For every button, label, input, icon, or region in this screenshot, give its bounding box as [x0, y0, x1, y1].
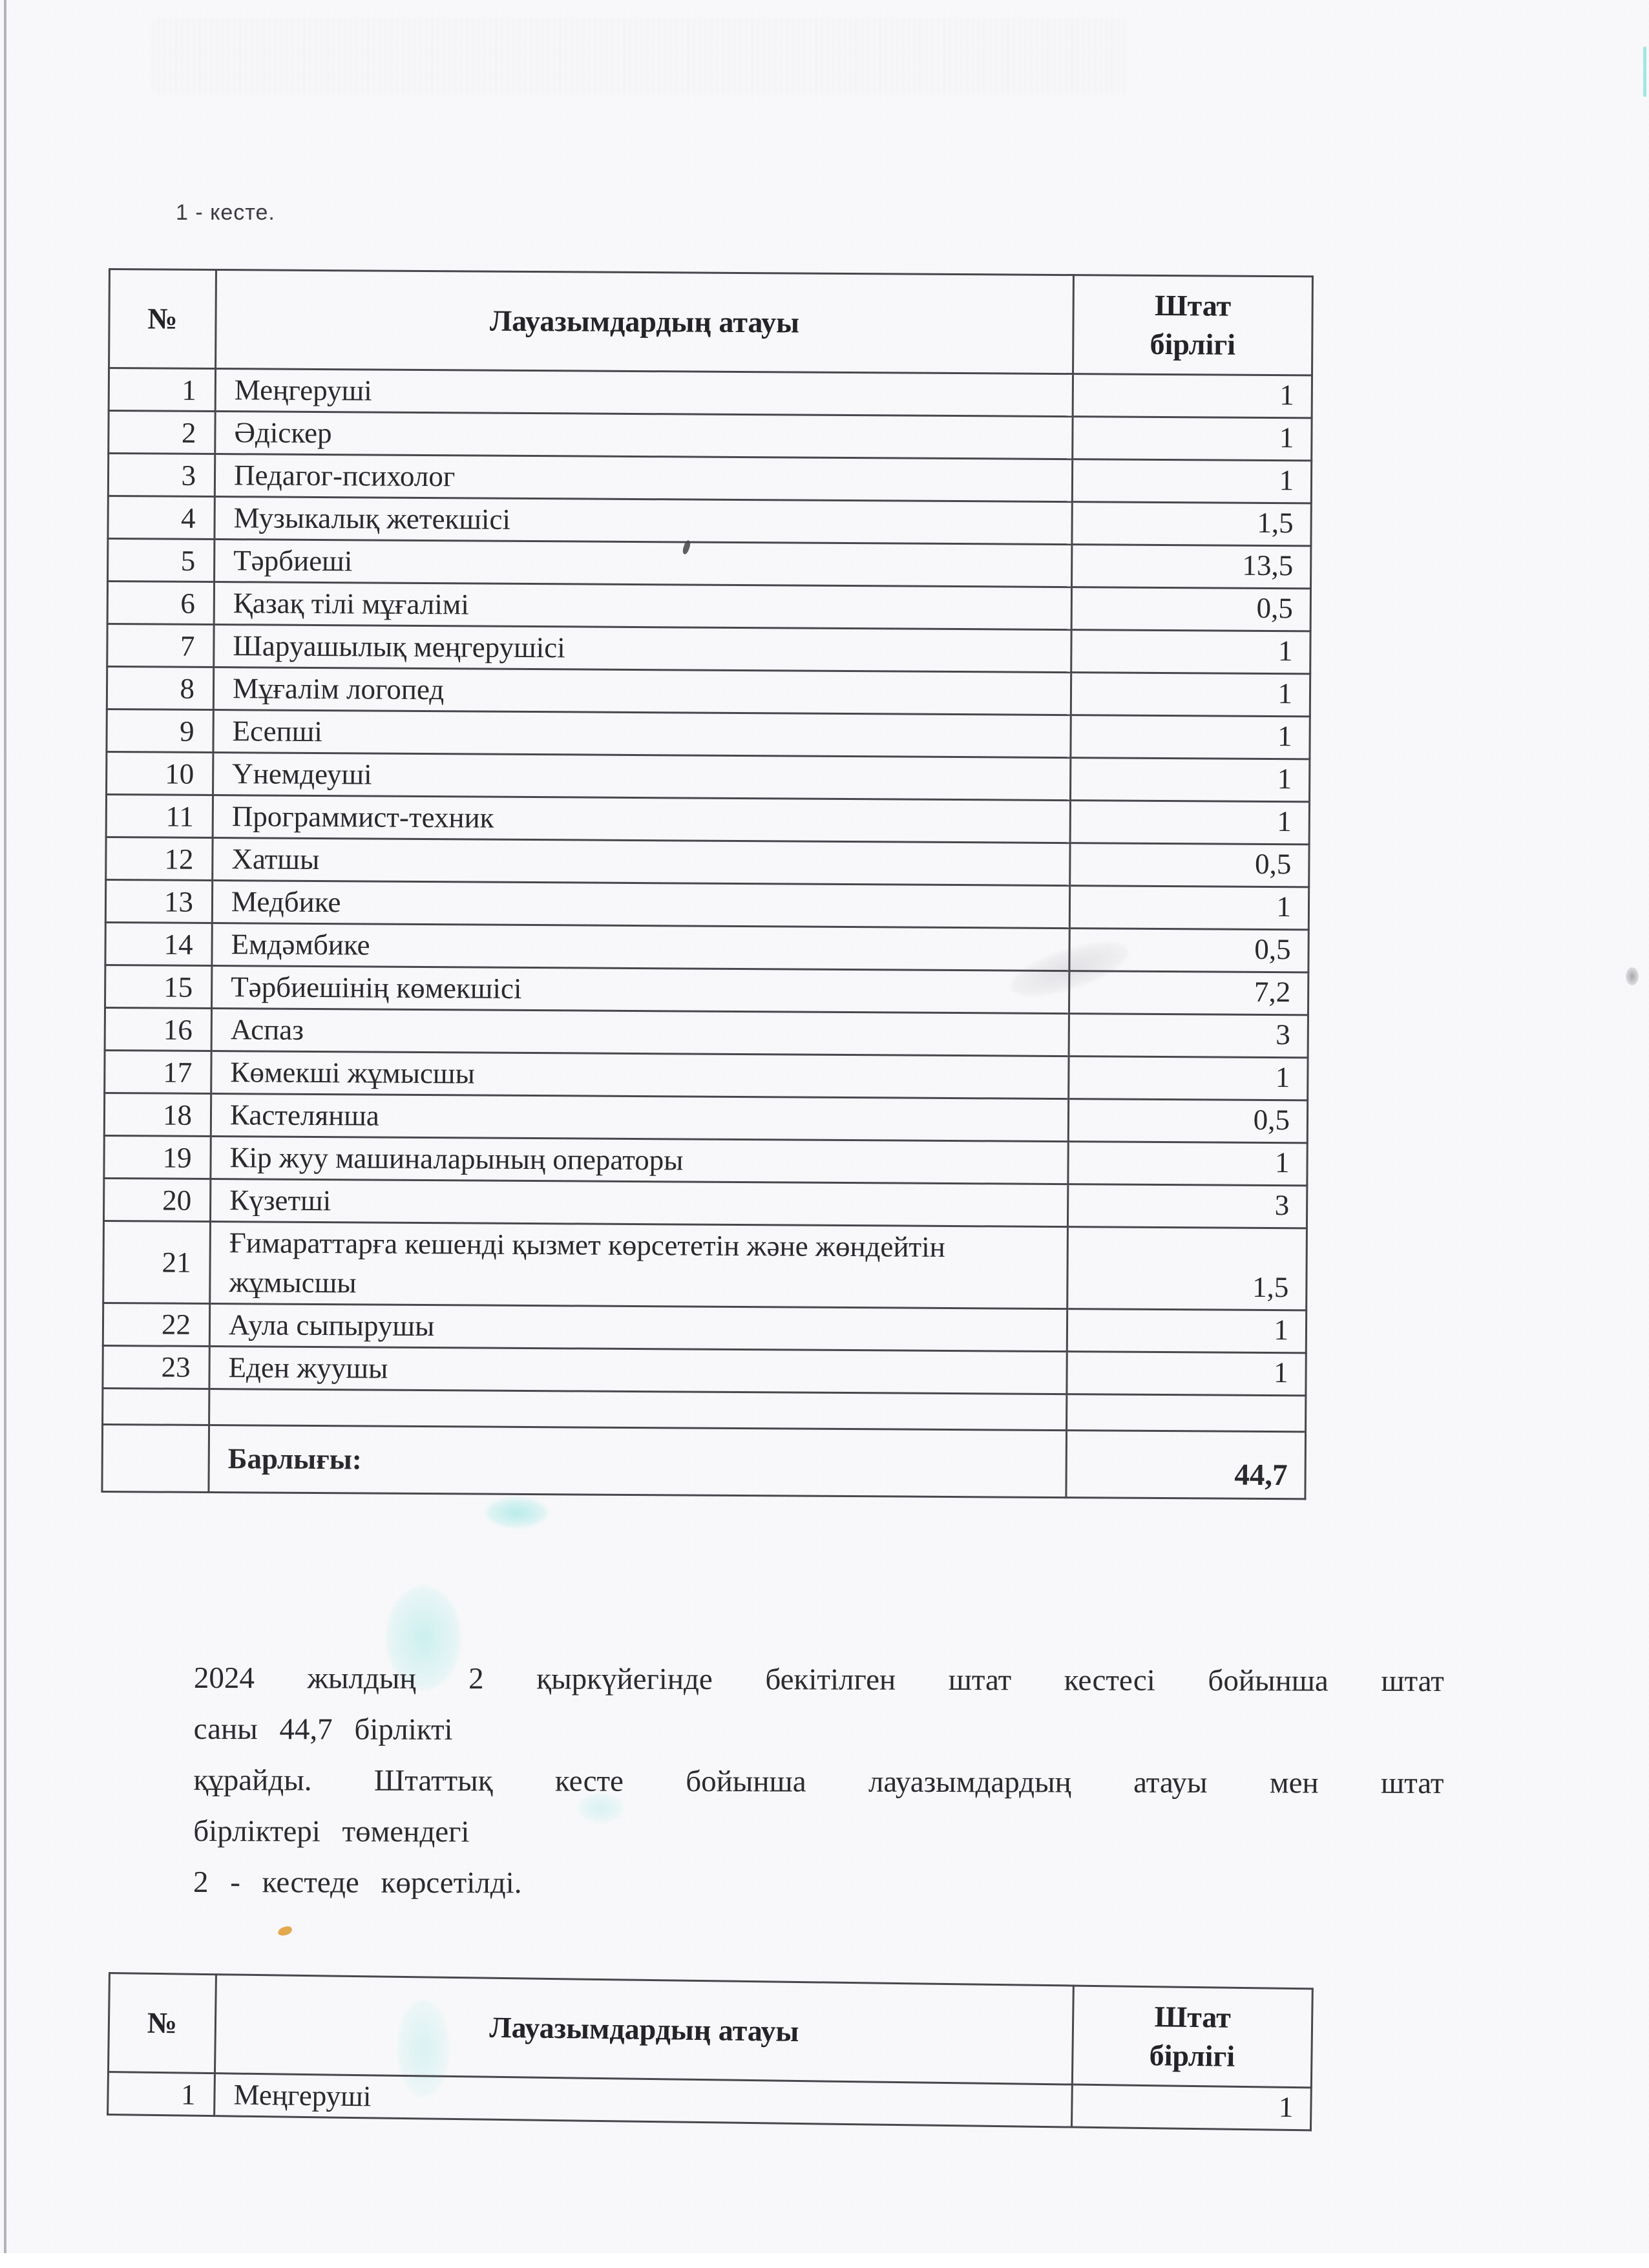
total-row [102, 1424, 1306, 1498]
scan-edge-line [4, 0, 6, 2253]
cell-num: 20 [103, 1178, 210, 1221]
cell-num: 21 [103, 1221, 211, 1303]
cell-empty [102, 1424, 209, 1492]
cell-name: Емдәмбике [212, 923, 1069, 971]
cell-units: 7,2 [1069, 971, 1308, 1015]
table-row [105, 965, 1308, 1014]
cell-num: 8 [107, 666, 213, 709]
staff-table-2 [107, 1972, 1314, 2131]
cell-units: 1 [1069, 886, 1308, 930]
staff-table-1-body [103, 368, 1312, 1396]
paragraph-line: 2024 жылдың 2 қыркүйегінде бекітілген штат кестесі бойынша штат [193, 1661, 1444, 1699]
table-row [104, 1135, 1307, 1185]
cell-name: Аула сыпырушы [209, 1303, 1067, 1351]
cell-num: 6 [107, 582, 214, 625]
table-row [105, 922, 1308, 972]
cell-units: 1 [1069, 1056, 1308, 1100]
cell-num: 16 [105, 1007, 211, 1051]
staff-table-1-header [109, 269, 1313, 375]
ink-bleedthrough-smudge [152, 18, 1128, 94]
cell-num: 22 [103, 1303, 209, 1346]
table-row [105, 879, 1308, 929]
cell-units: 3 [1067, 1184, 1307, 1228]
header-row [109, 269, 1313, 375]
cell-name: Есепші [213, 710, 1071, 758]
cell-num: 1 [109, 368, 215, 412]
cell-units: 1 [1073, 374, 1312, 418]
cell-units: 3 [1069, 1014, 1308, 1058]
cell-num: 10 [107, 751, 213, 795]
cell-units: 1,5 [1072, 502, 1311, 546]
cell-num: 7 [107, 624, 214, 667]
cell-num: 15 [105, 965, 212, 1008]
paragraph-line: 2 - кестеде көрсетілді. [193, 1865, 522, 1900]
cell-units: 13,5 [1072, 545, 1311, 589]
cell-units: 1 [1071, 715, 1310, 759]
staff-table-2-header [108, 1973, 1312, 2088]
cell-name: Педагог-психолог [215, 454, 1072, 502]
table-row [107, 582, 1310, 631]
cell-num: 5 [108, 539, 215, 582]
staff-table-1-footer [102, 1388, 1306, 1498]
cell-name: Меңгеруші [215, 369, 1073, 417]
cell-units: 0,5 [1070, 843, 1309, 887]
table-row [103, 1178, 1307, 1228]
cell-units: 1 [1071, 673, 1310, 717]
cell-empty [209, 1389, 1067, 1430]
cell-name: Әдіскер [215, 412, 1073, 459]
table-row [108, 496, 1311, 546]
table-row [106, 794, 1309, 844]
table-row [103, 1221, 1307, 1310]
table-row [103, 1345, 1306, 1395]
table-row [105, 1050, 1308, 1100]
cell-name: Хатшы [213, 838, 1070, 886]
cell-name: Ғимараттарға кешенді қызмет көрсететін және жөндейтін жұмысшы [210, 1221, 1068, 1308]
cell-units: 1 [1070, 758, 1309, 802]
body-paragraph [193, 1653, 1444, 1911]
cell-name: Музыкалық жетекшісі [215, 497, 1072, 545]
cell-name: Еден жуушы [209, 1346, 1067, 1394]
cell-units: 1 [1067, 1308, 1306, 1352]
cell-name: Кір жуу машиналарының операторы [211, 1136, 1068, 1184]
table-row [107, 624, 1310, 673]
paragraph-line: құрайды. Штаттық кесте бойынша лауазымдардың атауы мен штат [193, 1763, 1444, 1801]
table-row [105, 1007, 1308, 1057]
cell-units: 1 [1071, 2084, 1311, 2130]
table-row [107, 751, 1310, 801]
edge-pen-mark [1626, 967, 1639, 985]
cell-units: 1 [1071, 630, 1310, 674]
cell-num: 11 [106, 794, 213, 837]
cell-units: 1 [1073, 417, 1312, 461]
cell-name: Программист-техник [213, 795, 1070, 843]
cell-units: 1 [1070, 801, 1309, 845]
cyan-ink-smudge [486, 1498, 547, 1528]
table-row [104, 1093, 1307, 1142]
header-row [108, 1973, 1312, 2088]
cell-name: Күзетші [210, 1179, 1067, 1226]
cell-units: 1 [1067, 1351, 1306, 1395]
table-row [109, 411, 1312, 461]
table-row [108, 539, 1311, 589]
cell-name: Тәрбиеші [215, 540, 1072, 587]
col-header-position: Лауазымдардың атауы [216, 270, 1074, 374]
cell-num: 14 [105, 922, 212, 965]
cell-name: Қазақ тілі мұғалімі [214, 582, 1071, 630]
cell-name: Мұғалім логопед [213, 667, 1071, 715]
col-header-staff-units: Штат бірлігі [1072, 1986, 1312, 2088]
col-header-staff-units: Штат бірлігі [1073, 275, 1313, 375]
table-row [107, 666, 1310, 716]
cell-num: 12 [106, 837, 213, 880]
cell-empty [103, 1388, 209, 1425]
cell-units: 0,5 [1071, 587, 1310, 631]
staff-table-1 [101, 268, 1314, 1500]
cell-num: 9 [107, 709, 213, 752]
cell-units: 1,5 [1067, 1227, 1307, 1310]
total-value: 44,7 [1066, 1430, 1306, 1498]
cell-name: Үнемдеуші [213, 753, 1071, 801]
col-header-number: № [108, 1973, 216, 2074]
paragraph-line: саны 44,7 бірлікті [193, 1712, 453, 1747]
cell-name: Меңгеруші [215, 2074, 1073, 2127]
cell-name: Аспаз [211, 1008, 1069, 1056]
cell-name: Тәрбиешінің көмекшісі [212, 965, 1069, 1013]
scan-edge-teal-mark [1643, 47, 1646, 97]
cell-name: Кастелянша [211, 1093, 1068, 1141]
table-row [108, 454, 1311, 503]
col-header-position: Лауазымдардың атауы [215, 1975, 1073, 2084]
cell-name: Көмекші жұмысшы [211, 1051, 1069, 1098]
cell-num: 13 [105, 879, 212, 923]
orange-speck [277, 1926, 293, 1937]
cell-units: 0,5 [1069, 929, 1308, 972]
cell-num: 4 [108, 496, 215, 540]
cell-num: 17 [105, 1050, 211, 1093]
table-row [109, 368, 1312, 418]
cell-num: 23 [103, 1345, 209, 1389]
total-label: Барлығы: [209, 1425, 1067, 1497]
cell-name: Шаруашылық меңгерушісі [214, 625, 1071, 673]
cell-empty [1067, 1394, 1306, 1431]
cell-num: 2 [109, 411, 215, 454]
paragraph-line: бірліктері төмендегі [193, 1814, 470, 1849]
cell-name: Медбике [212, 880, 1069, 928]
cell-num: 1 [108, 2072, 215, 2116]
table-row [103, 1303, 1306, 1352]
cell-units: 1 [1068, 1142, 1307, 1186]
cell-num: 19 [104, 1135, 211, 1179]
cell-num: 18 [104, 1093, 211, 1136]
cell-num: 3 [108, 454, 215, 497]
table-row [107, 709, 1310, 759]
cell-units: 0,5 [1068, 1099, 1307, 1143]
cell-units: 1 [1072, 459, 1311, 503]
table1-caption: 1 - кесте. [176, 200, 275, 225]
table-row [106, 837, 1309, 887]
col-header-number: № [109, 269, 216, 369]
